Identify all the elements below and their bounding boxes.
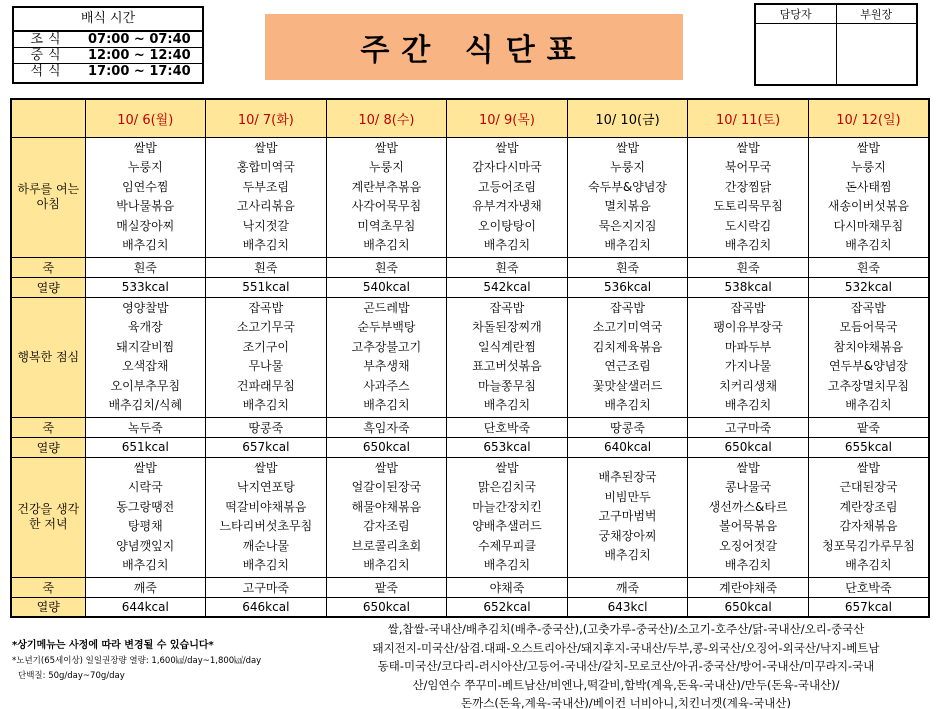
dish-item: 무나물 (248, 359, 284, 373)
porridge-cell: 팥죽 (808, 417, 929, 437)
dish-item: 고사리볶음 (236, 199, 295, 213)
dish-item: 소고기미역국 (592, 320, 663, 334)
dinner-row (11, 457, 929, 577)
meal-time-value: 07:00 ~ 07:40 (88, 32, 191, 47)
breakfast-cell (326, 137, 447, 257)
dish-item: 임연수찜 (122, 179, 169, 194)
breakfast-cell (688, 137, 809, 257)
dish-item: 배추김치 (483, 238, 531, 252)
porridge-label: 죽 (11, 577, 85, 597)
dish-item: 낙지연포탕 (236, 480, 295, 494)
dish-item: 배추김치 (122, 558, 169, 572)
kcal-cell: 646kcal (206, 597, 327, 617)
kcal-cell: 653kcal (447, 437, 568, 457)
protein-note: 단백질: 50g/day~70g/day (18, 671, 125, 681)
dish-item: 쌀밥 (615, 140, 640, 155)
porridge-cell: 흑임자죽 (326, 417, 447, 437)
kcal-cell: 536kcal (567, 277, 688, 297)
dish-item: 오색잡채 (122, 359, 169, 373)
porridge-label: 죽 (11, 417, 85, 437)
dish-item: 잡곡밥 (610, 300, 645, 315)
dish-item: 잡곡밥 (248, 300, 284, 315)
dish-item: 다시마채무침 (833, 218, 904, 233)
dish-item: 마늘쫑무침 (477, 378, 536, 393)
approval-column (756, 5, 836, 84)
origin-line: 산/임연수 쭈꾸미-베트남산/비엔나,떡갈비,함박(계육,돈육-국내산)/만두(돈육-국내산)/ (412, 677, 840, 692)
porridge-cell: 깨죽 (85, 577, 206, 597)
dish-item: 매실장아찌 (116, 218, 175, 233)
dish-item: 궁채장아찌 (598, 528, 657, 543)
lunch-cell (447, 297, 568, 417)
lunch-cell (567, 297, 688, 417)
breakfast-cell (567, 137, 688, 257)
kcal-label: 열량 (11, 437, 85, 457)
porridge-cell: 계란야채죽 (688, 577, 809, 597)
dish-item: 쌀밥 (254, 140, 278, 155)
dish-item: 꽃맛살샐러드 (592, 378, 663, 393)
porridge-cell: 팥죽 (326, 577, 447, 597)
dish-item: 일식계란찜 (477, 339, 536, 354)
meal-time-row (14, 32, 202, 48)
dinner-cell (326, 457, 447, 577)
kcal-cell: 657kcal (808, 597, 929, 617)
dish-item: 맑은김치국 (477, 480, 536, 494)
dish-item: 누룽지 (127, 160, 163, 174)
kcal-cell: 655kcal (808, 437, 929, 457)
kcal-cell: 640kcal (567, 437, 688, 457)
meal-times-title: 배식 시간 (14, 8, 202, 32)
energy-note: *노년기(65세이상) 일일권장량 열량: 1,600㎉/day~1,800㎉/day (12, 656, 262, 666)
lunch-porridge-row (11, 417, 929, 437)
origin-line: 동태-미국산/코다리-러시아산/고등어-국내산/갈치-모로코산/아귀-중국산/방어-국내산/미꾸라지-국내 (377, 659, 875, 673)
porridge-cell: 녹두죽 (85, 417, 206, 437)
dinner-cell (567, 457, 688, 577)
meal-time-label: 조식 (30, 32, 66, 47)
dish-item: 감자다시마국 (472, 160, 542, 174)
porridge-cell: 흰죽 (206, 257, 327, 277)
page-title: 주간 식단표 (360, 33, 588, 68)
dish-item: 오이탕탕이 (477, 218, 536, 233)
porridge-cell: 흰죽 (808, 257, 929, 277)
origin-line: 돼지전지-미국산/삼겹.대패-오스트리아산/돼지후지-국내산/두부,콩-외국산/오징어-외국산/낙지-베트남 (372, 640, 880, 655)
dish-item: 배추김치 (724, 398, 772, 412)
porridge-cell: 단호박죽 (808, 577, 929, 597)
dish-item: 잡곡밥 (851, 300, 886, 315)
approval-header: 담당자 (756, 5, 836, 24)
meal-times-box (12, 6, 204, 84)
date-header-row (11, 99, 929, 137)
dish-item: 낙지젓갈 (242, 218, 290, 233)
dish-item: 멸치볶음 (604, 199, 651, 213)
lunch-label: 행복한 점심 (11, 297, 85, 417)
dish-item: 쌀밥 (133, 460, 157, 475)
date-cell: 10/ 9(목) (447, 99, 568, 137)
dinner-cell (688, 457, 809, 577)
dish-item: 영양찰밥 (122, 300, 169, 315)
porridge-cell: 땅콩죽 (206, 417, 327, 437)
origin-line: 돈까스(돈육,계육-국내산)/베이컨 너비아니,치킨너겟(계육-국내산) (461, 696, 791, 709)
dish-item: 콩나물국 (724, 480, 772, 494)
dish-item: 배추김치 (604, 398, 651, 412)
porridge-cell: 흰죽 (326, 257, 447, 277)
breakfast-cell (447, 137, 568, 257)
date-cell: 10/ 8(수) (326, 99, 447, 137)
dish-item: 간장찜닭 (724, 179, 772, 194)
date-cell: 10/ 6(월) (85, 99, 206, 137)
breakfast-porridge-row (11, 257, 929, 277)
dish-item: 참치야채볶음 (833, 339, 904, 354)
dish-item: 새송이버섯볶음 (827, 199, 910, 213)
dish-item: 가지나물 (724, 359, 772, 373)
dish-item: 사각어묵무침 (351, 199, 422, 213)
dish-item: 쌀밥 (374, 460, 398, 475)
dish-item: 느타리버섯초무침 (219, 519, 313, 533)
meal-time-label: 중식 (30, 48, 66, 63)
kcal-cell: 650kcal (688, 597, 809, 617)
dish-item: 팽이유부장국 (713, 320, 783, 334)
breakfast-kcal-row (11, 277, 929, 297)
corner-cell (11, 99, 85, 137)
dish-item: 미역초무침 (357, 218, 416, 233)
dinner-cell (447, 457, 568, 577)
lunch-cell (326, 297, 447, 417)
meal-time-value: 17:00 ~ 17:40 (88, 64, 191, 79)
dish-item: 계란부추볶음 (351, 179, 422, 194)
dish-item: 동그랑땡전 (116, 499, 175, 514)
approval-box (754, 3, 918, 86)
dish-item: 육개장 (127, 320, 163, 334)
dish-item: 돈사태찜 (845, 179, 892, 194)
date-cell: 10/ 7(화) (206, 99, 327, 137)
dish-item: 돼지갈비찜 (116, 339, 175, 354)
kcal-cell: 651kcal (85, 437, 206, 457)
dish-item: 고등어조림 (477, 179, 536, 194)
dinner-label: 건강을 생각한 저녁 (11, 457, 85, 577)
signature-field[interactable] (756, 24, 836, 84)
dish-item: 쌀밥 (856, 140, 881, 155)
dish-item: 배추김치 (483, 558, 531, 572)
breakfast-cell (85, 137, 206, 257)
porridge-label: 죽 (11, 257, 85, 277)
dish-item: 감자조림 (363, 519, 410, 533)
dish-item: 누룽지 (369, 160, 404, 174)
dinner-kcal-row (11, 597, 929, 617)
origin-line: 쌀,찹쌀-국내산/배추김치(배추-중국산),(고춧가루-중국산)/소고기-호주산/닭-국내산/오리-중국산 (387, 622, 865, 636)
meal-time-row (14, 48, 202, 64)
dish-item: 배추김치/식혜 (108, 398, 183, 412)
dinner-cell (85, 457, 206, 577)
dish-item: 치커리생채 (719, 378, 778, 393)
dish-item: 양념깻잎지 (116, 538, 175, 553)
porridge-cell: 고구마죽 (688, 417, 809, 437)
signature-field[interactable] (837, 24, 917, 84)
dish-item: 곤드레밥 (363, 300, 410, 315)
dish-item: 오징어젓갈 (719, 538, 778, 553)
dish-item: 차돌된장찌개 (472, 320, 542, 334)
dish-item: 해물야채볶음 (351, 499, 422, 514)
dish-item: 사과주스 (363, 378, 410, 393)
dish-item: 쌀밥 (495, 140, 519, 155)
dish-item: 묵은지지짐 (598, 218, 657, 233)
kcal-cell: 643kcl (567, 597, 688, 617)
dish-item: 건파래무침 (236, 378, 295, 393)
dish-item: 배추김치 (724, 558, 772, 572)
dish-item: 쌀밥 (736, 140, 760, 155)
dish-item: 쌀밥 (495, 460, 519, 475)
kcal-cell: 650kcal (688, 437, 809, 457)
origin-info (323, 620, 929, 709)
kcal-cell: 657kcal (206, 437, 327, 457)
dish-item: 고구마범벅 (598, 509, 657, 524)
kcal-cell: 540kcal (326, 277, 447, 297)
dish-item: 탕평채 (127, 519, 163, 533)
kcal-cell: 644kcal (85, 597, 206, 617)
kcal-cell: 532kcal (808, 277, 929, 297)
dish-item: 청포묵김가루무침 (822, 538, 915, 553)
breakfast-cell (206, 137, 327, 257)
dish-item: 배추김치 (845, 238, 892, 252)
dish-item: 박나물볶음 (116, 199, 175, 213)
dish-item: 쌀밥 (133, 140, 157, 155)
dish-item: 부추생채 (363, 359, 410, 373)
dinner-cell (808, 457, 929, 577)
dish-item: 얼갈이된장국 (351, 480, 422, 494)
dish-item: 쌀밥 (856, 460, 881, 475)
dish-item: 북어무국 (724, 160, 772, 174)
dish-item: 누룽지 (610, 160, 645, 174)
dish-item: 도토리묵무침 (713, 199, 783, 213)
dinner-cell (206, 457, 327, 577)
dish-item: 떡갈비야채볶음 (225, 499, 307, 514)
dish-item: 고추장멸치무침 (827, 378, 910, 393)
kcal-cell: 538kcal (688, 277, 809, 297)
dish-item: 누룽지 (851, 160, 886, 174)
breakfast-row (11, 137, 929, 257)
dish-item: 깨순나물 (242, 538, 290, 553)
porridge-cell: 깨죽 (567, 577, 688, 597)
dish-item: 고추장불고기 (351, 339, 422, 354)
dish-item: 표고버섯볶음 (472, 359, 542, 373)
dish-item: 볼어묵볶음 (719, 519, 778, 533)
dish-item: 마늘간장치킨 (472, 499, 542, 514)
date-cell: 10/ 11(토) (688, 99, 809, 137)
page-title-box (265, 14, 683, 80)
kcal-cell: 650kcal (326, 597, 447, 617)
dish-item: 배추김치 (363, 398, 410, 412)
kcal-cell: 533kcal (85, 277, 206, 297)
dish-item: 배추김치 (242, 238, 290, 252)
dish-item: 오이부추무침 (110, 378, 181, 393)
porridge-cell: 땅콩죽 (567, 417, 688, 437)
kcal-cell: 542kcal (447, 277, 568, 297)
lunch-cell (688, 297, 809, 417)
dish-item: 배추김치 (483, 398, 531, 412)
lunch-cell (808, 297, 929, 417)
kcal-cell: 650kcal (326, 437, 447, 457)
dish-item: 조기구이 (242, 339, 290, 354)
porridge-cell: 단호박죽 (447, 417, 568, 437)
meal-time-label: 석식 (30, 64, 66, 79)
dish-item: 쌀밥 (374, 140, 398, 155)
porridge-cell: 야채죽 (447, 577, 568, 597)
dish-item: 배추김치 (845, 558, 892, 572)
dish-item: 두부조림 (242, 179, 290, 194)
porridge-cell: 흰죽 (688, 257, 809, 277)
dish-item: 배추된장국 (598, 470, 657, 485)
dish-item: 비빔만두 (604, 489, 651, 504)
approval-column (836, 5, 917, 84)
dish-item: 배추김치 (724, 238, 772, 252)
porridge-cell: 흰죽 (567, 257, 688, 277)
change-notice: *상기메뉴는 사정에 따라 변경될 수 있습니다* (12, 640, 214, 651)
porridge-cell: 고구마죽 (206, 577, 327, 597)
dinner-porridge-row (11, 577, 929, 597)
dish-item: 홍합미역국 (236, 160, 295, 174)
approval-header: 부원장 (837, 5, 917, 24)
lunch-row (11, 297, 929, 417)
dish-item: 시락국 (127, 480, 163, 494)
dish-item: 양배추샐러드 (472, 519, 542, 533)
dish-item: 계란장조림 (839, 499, 898, 514)
kcal-label: 열량 (11, 277, 85, 297)
dish-item: 배추김치 (363, 238, 410, 252)
dish-item: 순두부백탕 (357, 320, 416, 334)
dish-item: 도시락김 (724, 218, 772, 233)
meal-time-value: 12:00 ~ 12:40 (88, 48, 191, 63)
dish-item: 배추김치 (242, 558, 290, 572)
dish-item: 배추김치 (122, 238, 169, 252)
dish-item: 배추김치 (845, 398, 892, 412)
dish-item: 유부겨자냉채 (472, 199, 542, 213)
dish-item: 배추김치 (242, 398, 290, 412)
kcal-cell: 652kcal (447, 597, 568, 617)
dish-item: 잡곡밥 (730, 300, 766, 315)
dish-item: 쌀밥 (736, 460, 760, 475)
date-cell: 10/ 10(금) (567, 99, 688, 137)
dish-item: 생선까스&타르 (708, 499, 788, 514)
dish-item: 쌀밥 (254, 460, 278, 475)
dish-item: 감자채볶음 (839, 519, 898, 533)
dish-item: 수제무피클 (477, 538, 536, 553)
kcal-cell: 551kcal (206, 277, 327, 297)
dish-item: 근대된장국 (839, 480, 898, 494)
dish-item: 모듬어묵국 (839, 320, 898, 334)
lunch-kcal-row (11, 437, 929, 457)
dish-item: 연근조림 (604, 359, 651, 373)
porridge-cell: 흰죽 (85, 257, 206, 277)
breakfast-cell (808, 137, 929, 257)
dish-item: 잡곡밥 (489, 300, 525, 315)
breakfast-label: 하루를 여는 아침 (11, 137, 85, 257)
dish-item: 배추김치 (363, 558, 410, 572)
dish-item: 소고기무국 (236, 320, 295, 334)
dish-item: 배추김치 (604, 548, 651, 563)
dish-item: 마파두부 (724, 339, 772, 354)
dish-item: 김치제육볶음 (592, 339, 663, 354)
kcal-label: 열량 (11, 597, 85, 617)
dish-item: 연두부&양념장 (828, 359, 908, 373)
dish-item: 숙두부&양념장 (588, 179, 667, 194)
lunch-cell (206, 297, 327, 417)
porridge-cell: 흰죽 (447, 257, 568, 277)
date-cell: 10/ 12(일) (808, 99, 929, 137)
dish-item: 배추김치 (604, 238, 651, 252)
weekly-menu-table (10, 98, 930, 618)
dish-item: 브로콜리초회 (351, 538, 422, 553)
meal-time-row (14, 64, 202, 80)
lunch-cell (85, 297, 206, 417)
